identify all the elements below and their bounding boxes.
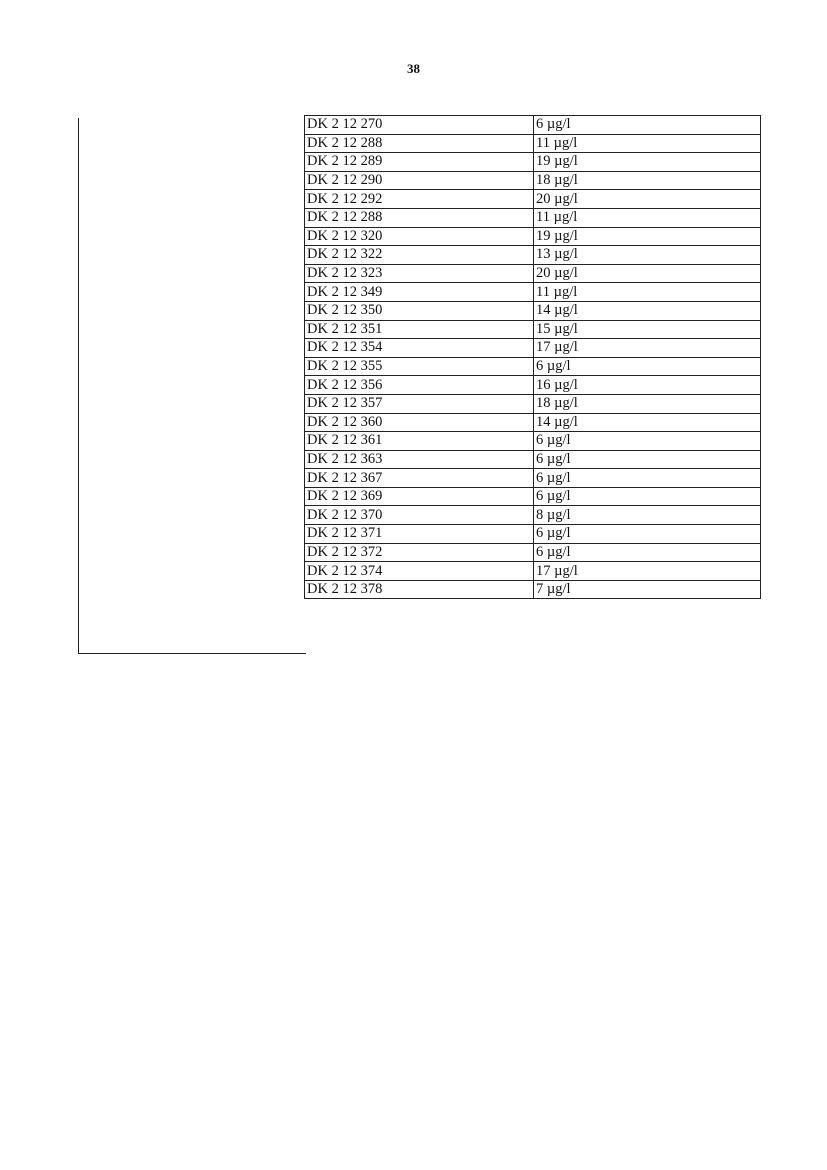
- table-row: [305, 450, 761, 469]
- sample-id-cell: DK 2 12 351: [305, 320, 534, 339]
- table-row: [305, 357, 761, 376]
- left-column-frame: [78, 118, 306, 654]
- concentration-cell: 13 µg/l: [534, 246, 761, 265]
- concentration-cell: 6 µg/l: [534, 543, 761, 562]
- table-body: [305, 116, 761, 599]
- table-row: [305, 525, 761, 544]
- concentration-cell: 20 µg/l: [534, 190, 761, 209]
- sample-id-cell: DK 2 12 322: [305, 246, 534, 265]
- sample-id-cell: DK 2 12 320: [305, 227, 534, 246]
- concentration-cell: 15 µg/l: [534, 320, 761, 339]
- table-row: [305, 264, 761, 283]
- table-row: [305, 487, 761, 506]
- table-row: [305, 376, 761, 395]
- sample-id-cell: DK 2 12 354: [305, 339, 534, 358]
- table-row: [305, 543, 761, 562]
- concentration-cell: 19 µg/l: [534, 153, 761, 172]
- sample-id-cell: DK 2 12 356: [305, 376, 534, 395]
- table-row: [305, 506, 761, 525]
- sample-id-cell: DK 2 12 371: [305, 525, 534, 544]
- concentration-cell: 11 µg/l: [534, 134, 761, 153]
- sample-id-cell: DK 2 12 288: [305, 134, 534, 153]
- table-row: [305, 190, 761, 209]
- table-row: [305, 227, 761, 246]
- concentration-cell: 16 µg/l: [534, 376, 761, 395]
- page-number: 38: [407, 61, 420, 76]
- table-row: [305, 339, 761, 358]
- sample-id-cell: DK 2 12 363: [305, 450, 534, 469]
- sample-id-cell: DK 2 12 360: [305, 413, 534, 432]
- concentration-cell: 14 µg/l: [534, 301, 761, 320]
- concentration-cell: 18 µg/l: [534, 394, 761, 413]
- table-row: [305, 320, 761, 339]
- table-row: [305, 153, 761, 172]
- concentration-cell: 7 µg/l: [534, 580, 761, 599]
- concentration-cell: 20 µg/l: [534, 264, 761, 283]
- concentration-cell: 8 µg/l: [534, 506, 761, 525]
- concentration-cell: 11 µg/l: [534, 208, 761, 227]
- sample-id-cell: DK 2 12 367: [305, 469, 534, 488]
- measurements-table: [304, 115, 761, 599]
- sample-id-cell: DK 2 12 288: [305, 208, 534, 227]
- table-row: [305, 580, 761, 599]
- concentration-cell: 11 µg/l: [534, 283, 761, 302]
- sample-id-cell: DK 2 12 355: [305, 357, 534, 376]
- sample-id-cell: DK 2 12 292: [305, 190, 534, 209]
- sample-id-cell: DK 2 12 290: [305, 171, 534, 190]
- sample-id-cell: DK 2 12 350: [305, 301, 534, 320]
- sample-id-cell: DK 2 12 357: [305, 394, 534, 413]
- sample-id-cell: DK 2 12 270: [305, 116, 534, 135]
- concentration-cell: 6 µg/l: [534, 450, 761, 469]
- table-row: [305, 283, 761, 302]
- concentration-cell: 17 µg/l: [534, 562, 761, 581]
- table-row: [305, 469, 761, 488]
- concentration-cell: 17 µg/l: [534, 339, 761, 358]
- concentration-cell: 18 µg/l: [534, 171, 761, 190]
- table-row: [305, 413, 761, 432]
- table-row: [305, 208, 761, 227]
- sample-id-cell: DK 2 12 369: [305, 487, 534, 506]
- sample-id-cell: DK 2 12 349: [305, 283, 534, 302]
- sample-id-cell: DK 2 12 374: [305, 562, 534, 581]
- concentration-cell: 6 µg/l: [534, 469, 761, 488]
- sample-id-cell: DK 2 12 323: [305, 264, 534, 283]
- concentration-cell: 14 µg/l: [534, 413, 761, 432]
- table-row: [305, 246, 761, 265]
- concentration-cell: 19 µg/l: [534, 227, 761, 246]
- concentration-cell: 6 µg/l: [534, 432, 761, 451]
- concentration-cell: 6 µg/l: [534, 525, 761, 544]
- table-row: [305, 394, 761, 413]
- concentration-cell: 6 µg/l: [534, 357, 761, 376]
- table-row: [305, 432, 761, 451]
- concentration-cell: 6 µg/l: [534, 487, 761, 506]
- sample-id-cell: DK 2 12 289: [305, 153, 534, 172]
- sample-id-cell: DK 2 12 372: [305, 543, 534, 562]
- sample-id-cell: DK 2 12 370: [305, 506, 534, 525]
- sample-id-cell: DK 2 12 378: [305, 580, 534, 599]
- table-row: [305, 134, 761, 153]
- table-row: [305, 562, 761, 581]
- concentration-cell: 6 µg/l: [534, 116, 761, 135]
- sample-id-cell: DK 2 12 361: [305, 432, 534, 451]
- table-row: [305, 301, 761, 320]
- table-row: [305, 116, 761, 135]
- table-row: [305, 171, 761, 190]
